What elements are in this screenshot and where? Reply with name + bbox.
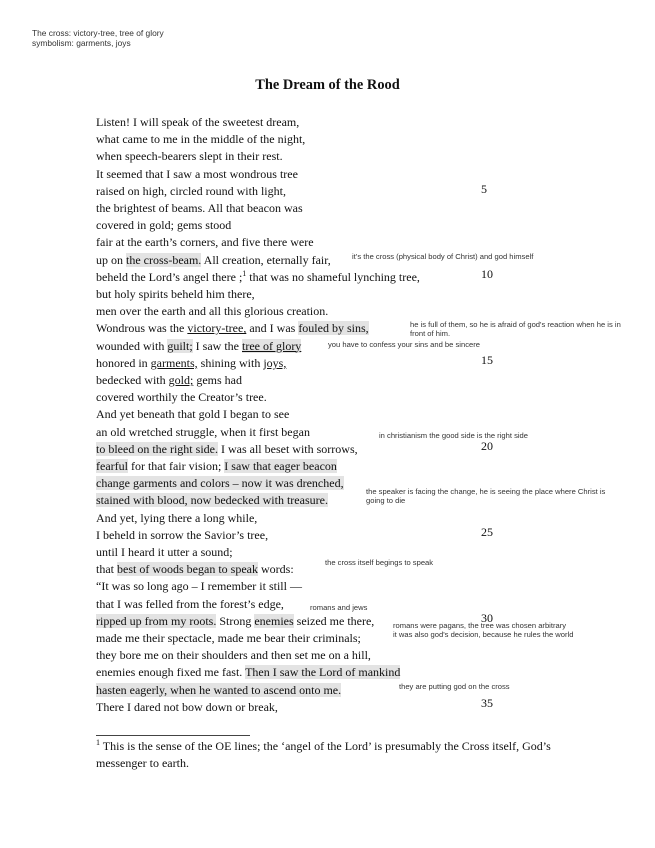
footnote-marker: 1 xyxy=(96,738,100,747)
line-text: It seemed that I saw a most wondrous tree xyxy=(96,166,298,181)
underlined-text: gold; xyxy=(168,373,194,387)
line-text: All creation, eternally fair, xyxy=(201,252,331,267)
line-text: wounded with xyxy=(96,338,168,353)
poem-line xyxy=(96,114,299,130)
header-line: symbolism: garments, joys xyxy=(32,38,131,48)
underlined-text: garments, xyxy=(150,355,198,370)
poem-line xyxy=(96,406,289,422)
footnote-divider xyxy=(96,735,250,736)
line-text: shining with xyxy=(197,355,264,370)
highlighted-text: I saw that eager beacon xyxy=(224,459,337,473)
margin-note: the speaker is facing the change, he is seeing the place where Christ is xyxy=(366,487,606,496)
line-number: 5 xyxy=(481,182,487,196)
margin-note: the cross itself begings to speak xyxy=(325,558,434,567)
poem-line xyxy=(96,148,283,164)
highlighted-text: ripped up from my roots. xyxy=(96,613,217,628)
highlighted-text: the cross-beam. xyxy=(126,252,202,267)
annotation-header xyxy=(32,28,332,48)
line-text: gems had xyxy=(193,373,242,387)
line-text: I beheld in sorrow the Savior’s tree, xyxy=(96,527,269,542)
poem-line xyxy=(96,475,344,491)
line-text: Wondrous was the xyxy=(96,321,188,336)
line-text: made me their spectacle, made me bear their criminals; xyxy=(96,631,361,645)
margin-note: it’s the cross (physical body of Christ) and god himself xyxy=(352,252,534,261)
margin-note: romans were pagans, the tree was chosen arbitrary xyxy=(393,621,567,630)
poem-line xyxy=(96,492,328,508)
poem-line xyxy=(96,200,303,216)
poem-line xyxy=(96,389,267,405)
line-text: words: xyxy=(257,562,294,577)
poem-line xyxy=(96,458,337,474)
highlighted-text: enemies xyxy=(254,613,294,628)
highlighted-text: fearful xyxy=(96,459,128,473)
poem-line xyxy=(96,699,278,715)
line-text: an old wretched struggle, when it first began xyxy=(96,424,310,439)
line-text: men over the earth and all this glorious creation. xyxy=(96,304,329,319)
line-text: beheld the Lord’s angel there ; xyxy=(96,269,243,284)
highlighted-text: guilt; xyxy=(167,338,193,353)
line-text: up on xyxy=(96,252,126,267)
line-text: they bore me on their shoulders and then set me on a hill, xyxy=(96,648,371,663)
line-text: raised on high, circled round with light, xyxy=(96,183,286,198)
margin-note: going to die xyxy=(366,496,406,505)
poem-line xyxy=(96,269,420,285)
highlighted-text: hasten eagerly, when he wanted to ascend onto me. xyxy=(96,682,342,697)
margin-note: they are putting god on the cross xyxy=(399,682,510,691)
line-text: honored in xyxy=(96,355,151,370)
line-text: until I heard it utter a sound; xyxy=(96,545,233,559)
line-text: that was no shameful lynching tree, xyxy=(246,269,420,284)
line-text: Strong xyxy=(216,613,255,628)
line-text: There I dared not bow down or break, xyxy=(96,699,278,714)
highlighted-text: Then I saw the Lord of mankind xyxy=(245,665,401,680)
highlighted-text: to bleed on the right side. xyxy=(96,441,218,456)
footnote xyxy=(96,738,566,772)
line-text: Listen! I will speak of the sweetest dream, xyxy=(96,115,300,129)
poem-line xyxy=(96,131,305,147)
line-text: for that fair vision; xyxy=(127,459,225,473)
poem-line xyxy=(96,544,233,560)
poem-line xyxy=(96,166,298,182)
line-text: the brightest of beams. All that beacon was xyxy=(96,201,303,215)
poem-line xyxy=(96,234,314,250)
line-text: when speech-bearers slept in their rest. xyxy=(96,149,283,164)
margin-note: romans and jews xyxy=(310,603,368,612)
footnote-text: This is the sense of the OE lines; the ‘angel of the Lord’ is presumably the Cross itself, God’s messenger to earth. xyxy=(96,739,551,770)
footnote-reference: 1 xyxy=(242,268,247,278)
highlighted-text: fouled by sins, xyxy=(298,321,369,336)
poem-line xyxy=(96,596,284,612)
line-number: 20 xyxy=(481,439,493,453)
margin-note: it was also god's decision, because he rules the world xyxy=(393,630,574,639)
poem-line xyxy=(96,286,255,302)
poem-line xyxy=(96,424,310,440)
poem-line xyxy=(96,183,286,199)
line-number: 15 xyxy=(481,353,493,367)
line-number: 30 xyxy=(481,611,493,625)
line-text: covered worthily the Creator’s tree. xyxy=(96,390,267,405)
highlighted-text: change garments and colors – now it was drenched, xyxy=(96,476,344,491)
margin-note: in christianism the good side is the right side xyxy=(379,431,528,440)
poem-line xyxy=(96,355,286,371)
line-text: and I was xyxy=(246,321,299,336)
line-text: enemies enough fixed me fast. xyxy=(96,665,246,680)
underlined-text: victory-tree, xyxy=(187,321,247,336)
line-text: what came to me in the middle of the night, xyxy=(96,132,306,147)
line-number: 35 xyxy=(481,696,493,710)
poem-line xyxy=(96,252,331,268)
highlighted-text: best of woods began to speak xyxy=(117,562,258,577)
poem-line xyxy=(96,630,361,646)
line-text: I saw the xyxy=(192,338,242,353)
line-text: And yet beneath that gold I began to see xyxy=(96,407,290,422)
poem-line xyxy=(96,578,302,594)
poem-line xyxy=(96,441,358,457)
line-text: I was all beset with sorrows, xyxy=(217,441,358,456)
poem-line xyxy=(96,510,257,526)
margin-note: he is full of them, so he is afraid of god's reaction when he is in xyxy=(410,320,621,329)
poem-line xyxy=(96,561,294,577)
line-number: 25 xyxy=(481,525,493,539)
highlighted-text: tree of glory xyxy=(242,338,302,353)
poem-line xyxy=(96,217,231,233)
poem-line xyxy=(96,320,369,336)
line-text: “It was so long ago – I remember it still — xyxy=(96,579,302,594)
poem-line xyxy=(96,647,371,663)
line-number: 10 xyxy=(481,267,493,281)
line-text: that xyxy=(96,562,117,577)
line-text: fair at the earth’s corners, and five there were xyxy=(96,235,314,250)
line-text: seized me there, xyxy=(293,613,375,628)
poem-line xyxy=(96,527,268,543)
poem-line xyxy=(96,664,400,680)
line-text: And yet, lying there a long while, xyxy=(96,510,258,525)
line-text: that I was felled from the forest’s edge, xyxy=(96,596,284,611)
line-text: bedecked with xyxy=(96,373,169,387)
poem-line xyxy=(96,338,301,354)
poem-line xyxy=(96,372,242,388)
margin-note: front of him. xyxy=(410,329,451,338)
underlined-text: joys, xyxy=(263,355,287,370)
poem-line xyxy=(96,613,374,629)
poem-line xyxy=(96,682,341,698)
line-text: but holy spirits beheld him there, xyxy=(96,287,255,301)
highlighted-text: stained with blood, now bedecked with treasure. xyxy=(96,493,328,508)
poem-title: The Dream of the Rood xyxy=(255,77,400,93)
margin-note: you have to confess your sins and be sincere xyxy=(328,340,480,349)
poem-line xyxy=(96,303,328,319)
line-text: covered in gold; gems stood xyxy=(96,218,232,233)
header-line: The cross: victory-tree, tree of glory xyxy=(32,28,164,38)
